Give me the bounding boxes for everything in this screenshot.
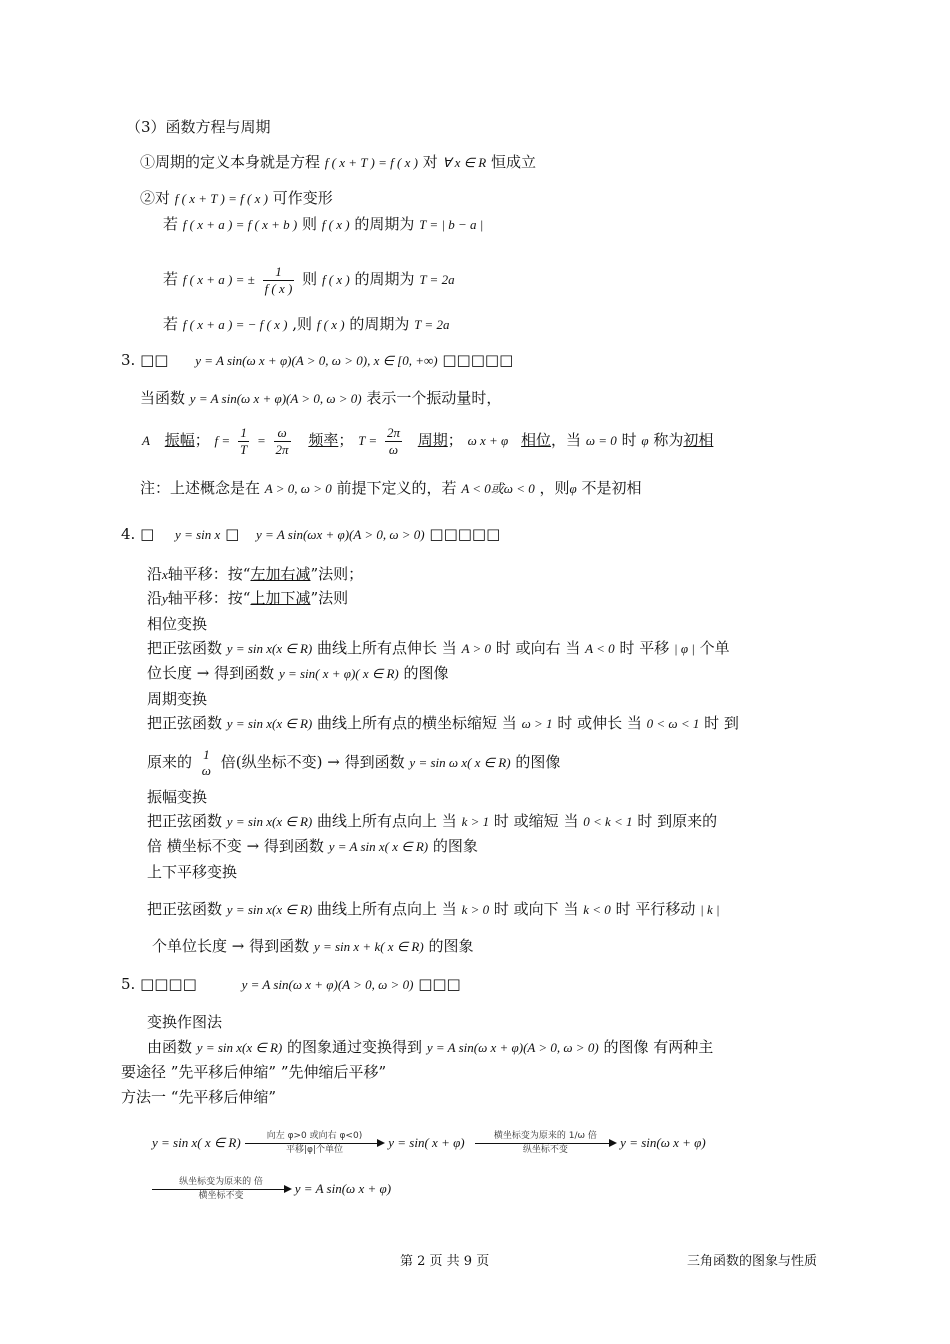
- text: 4. □: [121, 525, 155, 543]
- arrow-label-bottom: 纵坐标不变: [522, 1144, 568, 1155]
- text: 把正弦函数: [147, 900, 223, 918]
- arrow: →: [246, 837, 260, 855]
- text: 时 到: [704, 714, 739, 732]
- math: A < 0或ω < 0: [461, 481, 535, 496]
- math: A > 0, ω > 0: [264, 481, 332, 496]
- text: 时 或向下 当: [493, 900, 579, 918]
- periodic-definition-line: [140, 152, 536, 173]
- text: ”法则；: [310, 565, 364, 583]
- rule-keyword: 左加右减: [250, 565, 311, 583]
- text: ，则: [539, 479, 570, 497]
- rule-keyword: 上加下减: [250, 589, 311, 607]
- text: 轴平移：按“: [167, 565, 251, 583]
- text: 个单: [699, 639, 730, 657]
- text: 的图像: [403, 664, 449, 682]
- numerator: 1: [263, 264, 295, 281]
- transform-line: [140, 188, 333, 209]
- phase-transform-line1: [147, 638, 730, 659]
- math: y = A sin(ω x + φ)(A > 0, ω > 0): [189, 391, 362, 406]
- fraction: [238, 425, 249, 458]
- text: 倍(纵坐标不变): [220, 753, 323, 771]
- math: f ( x + T ) = f ( x ): [324, 155, 418, 170]
- arrow-shaft: [152, 1189, 290, 1190]
- math: f ( x + a ) = ±: [182, 272, 255, 287]
- page-number: 第 2 页 共 9 页: [400, 1254, 490, 1269]
- vertical-shift-line2: [152, 936, 473, 957]
- oscillation-line: [140, 388, 501, 409]
- period-transform-title: 周期变换: [147, 690, 208, 708]
- document-title: 三角函数的图象与性质: [687, 1254, 818, 1269]
- math: y = sin x( x ∈ R): [152, 1135, 241, 1150]
- math: y = sin x: [175, 527, 221, 542]
- text: 把正弦函数: [147, 639, 223, 657]
- initial-phase-term: 初相: [683, 431, 714, 449]
- math: y = A sin(ω x + φ)(A > 0, ω > 0): [426, 1040, 599, 1055]
- fraction: [385, 425, 402, 458]
- math: φ: [569, 481, 577, 496]
- text: 则: [302, 270, 318, 288]
- text: □□□□□: [429, 525, 501, 543]
- denominator: ω: [388, 441, 399, 457]
- text: □□□: [418, 975, 461, 993]
- note-line: [140, 478, 642, 499]
- text: ,则: [292, 315, 313, 333]
- method-subtitle: 变换作图法: [147, 1013, 223, 1031]
- text: 的图像 有两种主: [603, 1038, 714, 1056]
- text: 曲线上所有点伸长 当: [317, 639, 457, 657]
- text: 若: [163, 270, 179, 288]
- terms-line: [142, 418, 713, 463]
- text: 沿: [147, 589, 163, 607]
- sep: ；: [447, 431, 463, 449]
- math: T =: [358, 433, 378, 448]
- text: 把正弦函数: [147, 812, 223, 830]
- math: y = sin(ω x + φ): [620, 1135, 706, 1150]
- text: □: [225, 525, 240, 543]
- math: y = sin x + k( x ∈ R): [313, 939, 424, 954]
- x-shift-rule: [147, 564, 363, 585]
- fraction: [263, 264, 295, 297]
- math: | φ |: [674, 641, 695, 656]
- text: 的图象通过变换得到: [287, 1038, 423, 1056]
- text: 3. □□: [121, 351, 169, 369]
- transform-chain-2: [152, 1170, 391, 1207]
- text: 曲线上所有点向上 当: [317, 812, 457, 830]
- math: f ( x ): [316, 317, 345, 332]
- math: A: [142, 433, 150, 448]
- vertical-shift-line1: [147, 899, 720, 920]
- math: T = 2a: [414, 317, 450, 332]
- text: 的图象: [432, 837, 478, 855]
- text: ，当: [551, 431, 582, 449]
- denominator: f ( x ): [264, 280, 293, 296]
- text: 由函数: [147, 1038, 193, 1056]
- phase-transform-line2: [147, 663, 449, 684]
- amplitude-transform-line1: [147, 811, 717, 832]
- math: =: [256, 433, 266, 448]
- math: A > 0: [461, 641, 492, 656]
- math: y = sin ω x( x ∈ R): [409, 755, 511, 770]
- numerator: 1: [238, 425, 249, 442]
- math: y = A sin(ω x + φ)(A > 0, ω > 0): [241, 977, 414, 992]
- scale-x-arrow: [475, 1131, 615, 1156]
- math: T = | b − a |: [419, 217, 484, 232]
- text: 表示一个振动量时，: [366, 389, 502, 407]
- text: 的周期为: [349, 315, 410, 333]
- text: 5. □□□□: [121, 975, 197, 993]
- math: y: [162, 591, 168, 606]
- method-intro-line2: 要途径 ”先平移后伸缩” ”先伸缩后平移”: [121, 1063, 387, 1081]
- arrow-label-top: 横坐标变为原来的 1/ω 倍: [493, 1130, 597, 1141]
- math: y = sin x(x ∈ R): [226, 902, 313, 917]
- math: ω = 0: [585, 433, 617, 448]
- transform-chain-1: [152, 1124, 706, 1161]
- text: 恒成立: [490, 153, 536, 171]
- text: 时 到原来的: [637, 812, 718, 830]
- amplitude-term: 振幅: [164, 431, 195, 449]
- math: ω > 1: [521, 716, 553, 731]
- text: 轴平移：按“: [167, 589, 251, 607]
- frequency-term: 频率: [308, 431, 339, 449]
- vertical-shift-title: 上下平移变换: [147, 863, 238, 881]
- math: k > 1: [461, 814, 490, 829]
- denominator: ω: [201, 763, 211, 778]
- math: f ( x + T ) = f ( x ): [174, 191, 268, 206]
- arrow: →: [327, 753, 340, 771]
- text: 若: [163, 215, 179, 233]
- text: 的周期为: [354, 270, 415, 288]
- arrow: →: [231, 937, 245, 955]
- arrow: →: [196, 664, 210, 682]
- math: 0 < k < 1: [583, 814, 633, 829]
- method-intro-line1: [147, 1037, 713, 1058]
- rule-2: [163, 257, 455, 302]
- y-shift-rule: [147, 588, 348, 609]
- text: 前提下定义的，若: [336, 479, 457, 497]
- sep: ；: [338, 431, 354, 449]
- math: f ( x + a ) = f ( x + b ): [182, 217, 298, 232]
- math: f =: [214, 433, 231, 448]
- math: x: [162, 567, 168, 582]
- math: y = sin x(x ∈ R): [226, 716, 313, 731]
- fraction: [274, 425, 291, 458]
- text: 把正弦函数: [147, 714, 223, 732]
- arrow-shaft: [475, 1143, 615, 1144]
- method-one-title: 方法一 “先平移后伸缩”: [121, 1088, 277, 1106]
- text: 当函数: [140, 389, 186, 407]
- text: 可作变形: [272, 189, 333, 207]
- text: ②对: [140, 189, 171, 207]
- math: A < 0: [585, 641, 615, 656]
- text: 时 或缩短 当: [493, 812, 579, 830]
- arrow-label-bottom: 平移|φ|个单位: [285, 1144, 343, 1155]
- math: φ: [641, 433, 649, 448]
- amplitude-transform-line2: [147, 836, 478, 857]
- math: y = sin x(x ∈ R): [226, 814, 313, 829]
- scale-y-arrow: [152, 1177, 290, 1202]
- phase-term: 相位: [521, 431, 552, 449]
- text: □□□□□: [442, 351, 514, 369]
- math: y = sin( x + φ): [388, 1135, 465, 1150]
- text: 倍 横坐标不变: [147, 837, 242, 855]
- text: 时 或伸长 当: [557, 714, 642, 732]
- text: 时: [621, 431, 637, 449]
- text: 原来的: [147, 753, 193, 771]
- numerator: 2π: [386, 424, 400, 440]
- section-heading: （3）函数方程与周期: [126, 118, 271, 136]
- numerator: ω: [274, 425, 291, 442]
- period-transform-line2: [147, 740, 560, 785]
- math: f ( x + a ) = − f ( x ): [182, 317, 288, 332]
- math: y = A sin(ωx + φ)(A > 0, ω > 0): [256, 527, 425, 542]
- text: 若: [163, 315, 179, 333]
- math: y = sin x(x ∈ R): [196, 1040, 283, 1055]
- denominator: 2π: [275, 441, 289, 457]
- text: 的图像: [515, 753, 561, 771]
- period-term: 周期: [417, 431, 448, 449]
- text: 注：上述概念是在: [140, 479, 261, 497]
- rule-1: [163, 214, 483, 235]
- text: 得到函数: [263, 837, 324, 855]
- arrow-label-top: 纵坐标变为原来的 倍: [179, 1176, 263, 1187]
- text: ”法则: [310, 589, 349, 607]
- math: f ( x ): [321, 272, 350, 287]
- text: 得到函数: [344, 753, 405, 771]
- text: 位长度: [147, 664, 193, 682]
- text: 沿: [147, 565, 163, 583]
- math: ω x + φ: [467, 433, 509, 448]
- denominator: T: [239, 441, 248, 457]
- text: 的图象: [428, 937, 474, 955]
- phase-transform-title: 相位变换: [147, 615, 208, 633]
- text: 个单位长度: [152, 937, 228, 955]
- period-transform-line1: [147, 713, 739, 734]
- math: | k |: [700, 902, 720, 917]
- text: 称为: [653, 431, 684, 449]
- math: y = A sin(ω x + φ)(A > 0, ω > 0), x ∈ [0, +∞): [195, 353, 438, 368]
- fraction: [200, 747, 213, 779]
- arrow-label-top: 向左 φ>0 或向右 φ<0): [266, 1130, 363, 1141]
- amplitude-transform-title: 振幅变换: [147, 788, 208, 806]
- arrow-shaft: [245, 1143, 383, 1144]
- math: k < 0: [583, 902, 611, 917]
- text: 时 或向右 当: [495, 639, 581, 657]
- shift-arrow: [245, 1131, 383, 1156]
- math: ∀ x ∈ R: [442, 155, 487, 170]
- math: f ( x ): [321, 217, 350, 232]
- math: y = A sin x( x ∈ R): [328, 839, 429, 854]
- math: y = A sin(ω x + φ): [294, 1181, 392, 1196]
- rule-3: [163, 314, 449, 335]
- math: T = 2a: [419, 272, 455, 287]
- text: 得到函数: [214, 664, 275, 682]
- arrow-label-bottom: 横坐标不变: [198, 1190, 244, 1201]
- part4-heading: [121, 524, 500, 545]
- math: 0 < ω < 1: [646, 716, 700, 731]
- text: 曲线上所有点向上 当: [317, 900, 457, 918]
- math: y = sin x(x ∈ R): [226, 641, 313, 656]
- text: 的周期为: [354, 215, 415, 233]
- math: k > 0: [461, 902, 490, 917]
- text: 时 平移: [619, 639, 670, 657]
- sep: ；: [194, 431, 210, 449]
- text: 不是初相: [581, 479, 642, 497]
- numerator: 1: [203, 747, 210, 762]
- math: y = sin( x + φ)( x ∈ R): [278, 666, 399, 681]
- text: 得到函数: [249, 937, 310, 955]
- text: 时 平行移动: [615, 900, 696, 918]
- part5-heading: [121, 974, 461, 995]
- part3-heading: [121, 350, 513, 371]
- text: 对: [422, 153, 438, 171]
- text: 则: [301, 215, 317, 233]
- text: 曲线上所有点的横坐标缩短 当: [317, 714, 517, 732]
- text: ①周期的定义本身就是方程: [140, 153, 321, 171]
